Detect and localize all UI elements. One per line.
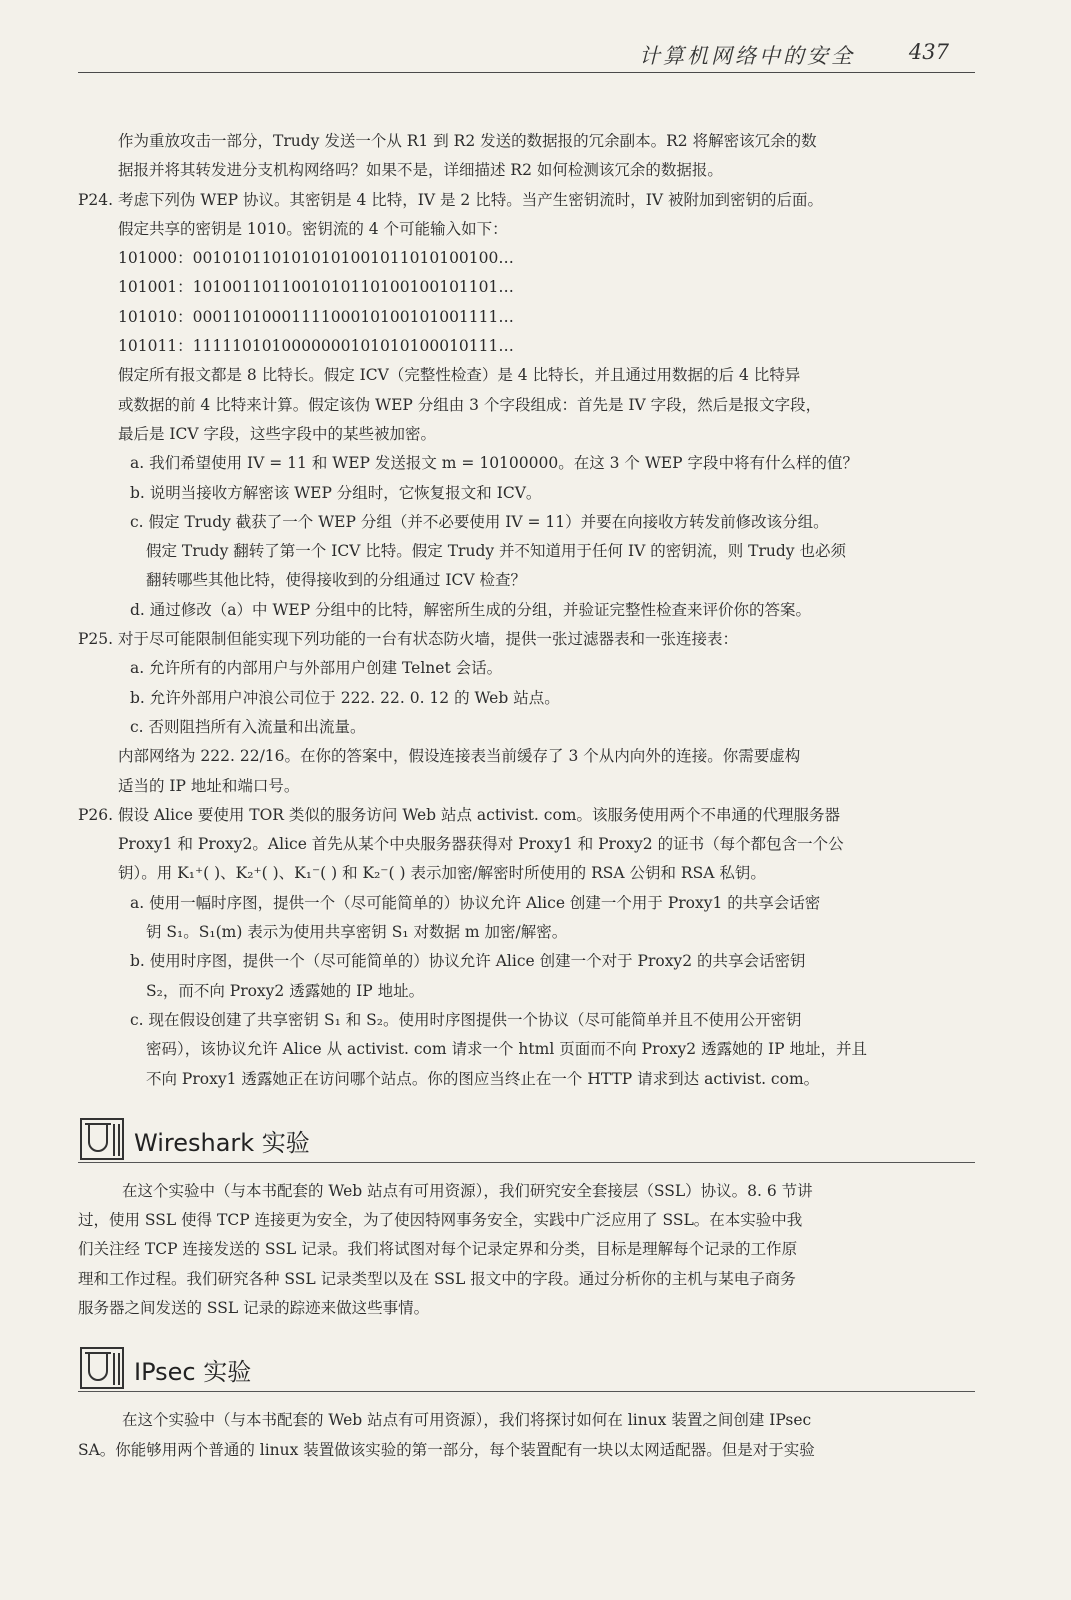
problem-p24-line: P24. 考虑下列伪 WEP 协议。其密钥是 4 比特，IV 是 2 比特。当产生密钥流时，IV 被附加到密钥的后面。 xyxy=(78,186,975,215)
problem-p26-line: P26. 假设 Alice 要使用 TOR 类似的服务访问 Web 站点 activist. com。该服务使用两个不串通的代理服务器 xyxy=(78,801,975,830)
text-line: S₂，而不向 Proxy2 透露她的 IP 地址。 xyxy=(146,981,425,1000)
subitem-c: c. 现在假设创建了共享密钥 S₁ 和 S₂。使用时序图提供一个协议（尽可能简单并且不使用公开密钥 xyxy=(130,1010,802,1029)
section-header-ipsec xyxy=(78,1339,975,1392)
text-line: 假定共享的密钥是 1010。密钥流的 4 个可能输入如下： xyxy=(118,219,508,238)
problem-p25-line: P25. 对于尽可能限制但能实现下列功能的一台有状态防火墙，提供一张过滤器表和一张连接表： xyxy=(78,625,975,654)
problem-label: P26. xyxy=(78,805,114,824)
text-line: 或数据的前 4 比特来计算。假定该伪 WEP 分组由 3 个字段组成：首先是 IV 字段，然后是报文字段， xyxy=(118,395,822,414)
text-line: 密码），该协议允许 Alice 从 activist. com 请求一个 html 页面而不向 Proxy2 透露她的 IP 地址，并且 xyxy=(146,1040,868,1059)
text-line: 最后是 ICV 字段，这些字段中的某些被加密。 xyxy=(118,424,437,443)
paragraph-line: 在这个实验中（与本书配套的 Web 站点有可用资源），我们将探讨如何在 linux 装置之间创建 IPsec xyxy=(122,1411,812,1430)
subitem-b: b. 允许外部用户冲浪公司位于 222. 22. 0. 12 的 Web 站点。 xyxy=(130,688,560,707)
subitem-b: b. 说明当接收方解密该 WEP 分组时，它恢复报文和 ICV。 xyxy=(130,483,542,502)
keystream-line: 101011：1111101010000000101010100010111… xyxy=(118,337,514,356)
text-line: 假定所有报文都是 8 比特长。假定 ICV（完整性检查）是 4 比特长，并且通过用数据的后 4 比特异 xyxy=(118,366,801,385)
problem-label: P25. xyxy=(78,630,114,649)
keystream-line: 101000：0010101101010101001011010100100… xyxy=(118,249,514,268)
text-line: 作为重放攻击一部分，Trudy 发送一个从 R1 到 R2 发送的数据报的冗余副本。R2 将解密该冗余的数 xyxy=(118,132,817,150)
section-header-wireshark xyxy=(78,1110,975,1163)
text-line: 假定 Trudy 翻转了第一个 ICV 比特。假定 Trudy 并不知道用于任何 IV 的密钥流，则 Trudy 也必须 xyxy=(146,542,846,561)
text-line: 钥 S₁。S₁(m) 表示为使用共享密钥 S₁ 对数据 m 加密/解密。 xyxy=(146,923,568,942)
subitem-a: a. 使用一幅时序图，提供一个（尽可能简单的）协议允许 Alice 创建一个用于 Proxy1 的共享会话密 xyxy=(130,893,821,912)
section-title: IPsec 实验 xyxy=(134,1358,252,1387)
problem-label: P24. xyxy=(78,190,114,209)
paragraph-line: 们关注经 TCP 连接发送的 SSL 记录。我们将试图对每个记录定界和分类，目标是理解每个记录的工作原 xyxy=(78,1240,798,1259)
text-line: 内部网络为 222. 22/16。在你的答案中，假设连接表当前缓存了 3 个从内向外的连接。你需要虚构 xyxy=(118,747,801,766)
subitem-a: a. 允许所有的内部用户与外部用户创建 Telnet 会话。 xyxy=(130,659,503,678)
text-line: Proxy1 和 Proxy2。Alice 首先从某个中央服务器获得对 Proxy1 和 Proxy2 的证书（每个都包含一个公 xyxy=(118,835,844,854)
running-header xyxy=(78,38,975,73)
paragraph-line: 理和工作过程。我们研究各种 SSL 记录类型以及在 SSL 报文中的字段。通过分析你的主机与某电子商务 xyxy=(78,1269,796,1288)
paragraph-line: 在这个实验中（与本书配套的 Web 站点有可用资源），我们研究安全套接层（SSL）协议。8. 6 节讲 xyxy=(122,1181,813,1200)
keystream-line: 101001：1010011011001010110100100101101… xyxy=(118,278,514,297)
paragraph-line: 过，使用 SSL 使得 TCP 连接更为安全，为了使因特网事务安全，实践中广泛应用了 SSL。在本实验中我 xyxy=(78,1211,803,1230)
lab-flask-icon xyxy=(80,1345,124,1389)
main-content xyxy=(78,127,975,1465)
text-line: 不向 Proxy1 透露她正在访问哪个站点。你的图应当终止在一个 HTTP 请求到达 activist. com。 xyxy=(146,1069,820,1088)
subitem-c: c. 否则阻挡所有入流量和出流量。 xyxy=(130,717,366,736)
lab-flask-icon xyxy=(80,1116,124,1160)
keystream-line: 101010：0001101000111100010100101001111… xyxy=(118,307,514,326)
paragraph-line: SA。你能够用两个普通的 linux 装置做该实验的第一部分，每个装置配有一块以太网适配器。但是对于实验 xyxy=(78,1440,815,1459)
text-line: 翻转哪些其他比特，使得接收到的分组通过 ICV 检查？ xyxy=(146,571,527,590)
section-title: Wireshark 实验 xyxy=(134,1128,310,1157)
text-line: 钥）。用 K₁⁺( )、K₂⁺( )、K₁⁻( ) 和 K₂⁻( ) 表示加密/解密时所使用的 RSA 公钥和 RSA 私钥。 xyxy=(118,864,766,883)
paragraph-line: 服务器之间发送的 SSL 记录的踪迹来做这些事情。 xyxy=(78,1298,430,1317)
subitem-d: d. 通过修改（a）中 WEP 分组中的比特，解密所生成的分组，并验证完整性检查来评价你的答案。 xyxy=(130,600,812,619)
page-number: 437 xyxy=(908,40,949,64)
subitem-a: a. 我们希望使用 IV = 11 和 WEP 发送报文 m = 10100000。在这 3 个 WEP 字段中将有什么样的值？ xyxy=(130,454,858,473)
text-line: 据报并将其转发进分支机构网络吗？如果不是，详细描述 R2 如何检测该冗余的数据报。 xyxy=(118,161,723,180)
subitem-c: c. 假定 Trudy 截获了一个 WEP 分组（并不必要使用 IV = 11）并要在向接收方转发前修改该分组。 xyxy=(130,512,829,531)
text-line: 适当的 IP 地址和端口号。 xyxy=(118,776,300,795)
header-title: 计算机网络中的安全 xyxy=(639,44,855,68)
subitem-b: b. 使用时序图，提供一个（尽可能简单的）协议允许 Alice 创建一个对于 Proxy2 的共享会话密钥 xyxy=(130,952,806,971)
